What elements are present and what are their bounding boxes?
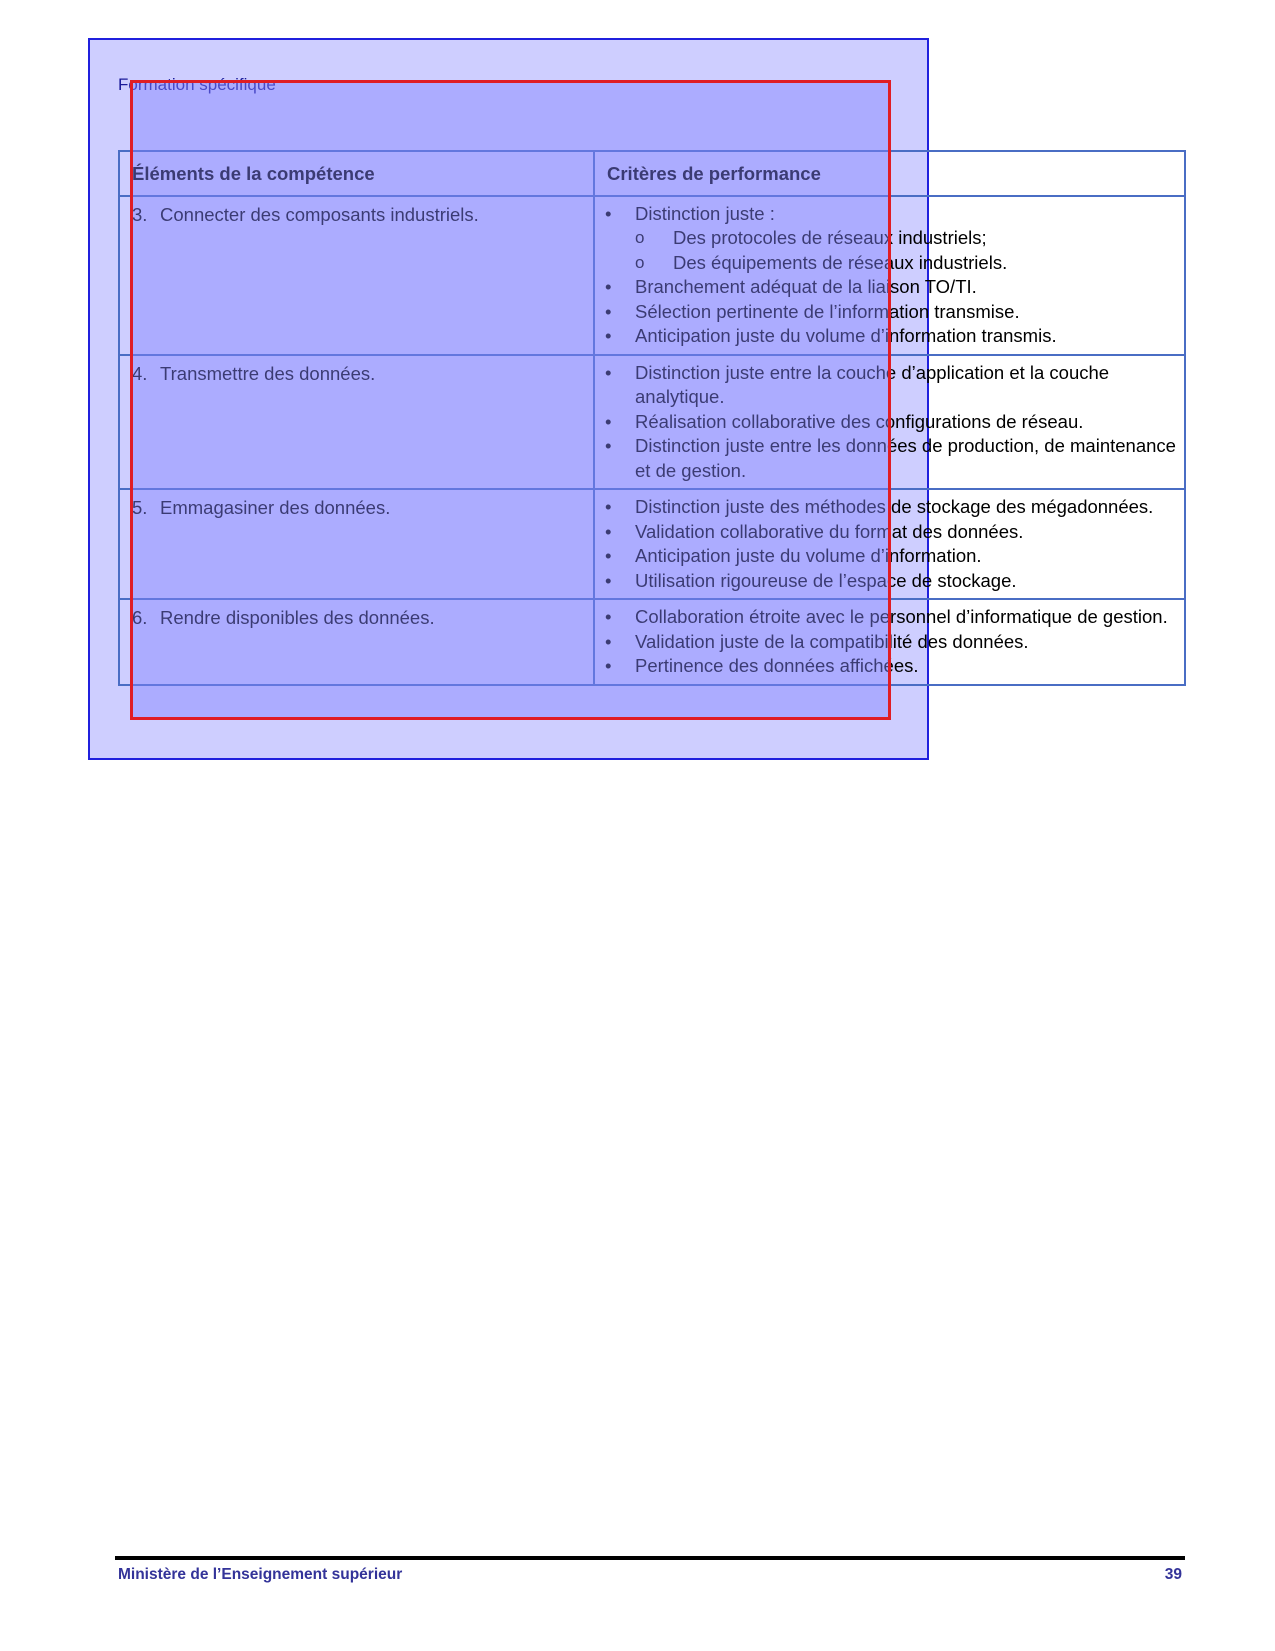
criterion-item: • Distinction juste des méthodes de stockage des mégadonnées.	[605, 495, 1176, 520]
criterion-item: • Anticipation juste du volume d’information.	[605, 544, 1176, 569]
criterion-item: • Pertinence des données affichées.	[605, 654, 1176, 679]
element-text: Transmettre des données.	[160, 362, 376, 384]
element-text: Connecter des composants industriels.	[160, 203, 479, 225]
header-elements: Éléments de la compétence	[119, 151, 594, 196]
criterion-item: • Réalisation collaborative des configurations de réseau.	[605, 410, 1176, 435]
criterion-item: • Utilisation rigoureuse de l’espace de stockage.	[605, 569, 1176, 594]
criterion-item: • Validation juste de la compatibilité des données.	[605, 630, 1176, 655]
criterion-item: • Validation collaborative du format des données.	[605, 520, 1176, 545]
page-header: Formation spécifique	[118, 75, 276, 94]
inner-highlight-box	[130, 80, 891, 720]
header-criteria: Critères de performance	[594, 151, 1185, 196]
element-number: 6.	[132, 607, 148, 628]
sub-criterion-item: o Des protocoles de réseaux industriels;	[635, 226, 1176, 251]
criterion-item: • Collaboration étroite avec le personnel d’informatique de gestion.	[605, 605, 1176, 630]
criterion-item: • Anticipation juste du volume d’information transmis.	[605, 324, 1176, 349]
element-text: Rendre disponibles des données.	[160, 607, 435, 628]
element-number: 5.	[132, 497, 148, 518]
footer-divider	[115, 1556, 1185, 1560]
criterion-item: • Distinction juste entre la couche d’application et la couche analytique.	[605, 361, 1176, 410]
element-text: Emmagasiner des données.	[160, 497, 391, 518]
criterion-text: Distinction juste :	[635, 202, 775, 224]
criterion-item: • Branchement adéquat de la liaison TO/TI.	[605, 275, 1176, 300]
page-number: 39	[1164, 1566, 1182, 1583]
element-number: 4.	[132, 362, 148, 384]
criterion-item: • Distinction juste entre les données de production, de maintenance et de gestion.	[605, 434, 1176, 483]
footer-ministry: Ministère de l’Enseignement supérieur	[118, 1566, 403, 1583]
page-footer	[118, 1566, 1182, 1584]
element-number: 3.	[132, 203, 148, 225]
sub-criterion-item: o Des équipements de réseaux industriels.	[635, 251, 1176, 276]
criterion-item: • Sélection pertinente de l’information transmise.	[605, 300, 1176, 325]
